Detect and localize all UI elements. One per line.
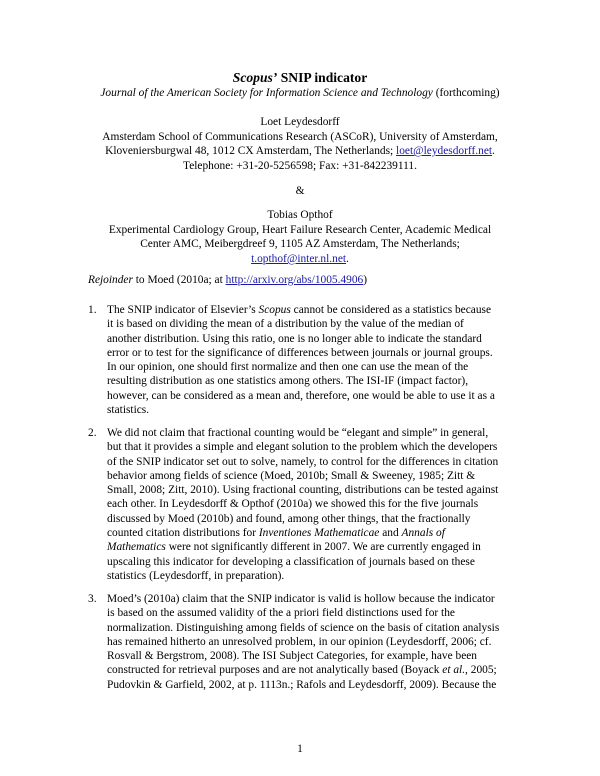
text-line: normalization. Distinguishing among fields of science on the basis of citation analysis: [107, 621, 500, 634]
author-address-line: Center AMC, Meibergdreef 9, 1105 AZ Amsterdam, The Netherlands;: [140, 238, 460, 251]
text-line: upscaling this indicator for developing a classification of journals based on these: [107, 555, 475, 568]
text-line: it is based on dividing the mean of a distribution by the value of the median of: [107, 318, 464, 331]
author-email-line: [0, 252, 600, 267]
author-affiliation-line: Experimental Cardiology Group, Heart Failure Research Center, Academic Medical: [108, 223, 492, 236]
journal-status: (forthcoming): [432, 87, 500, 99]
text-line: Moed’s (2010a) claim that the SNIP indicator is valid is hollow because the indicator: [107, 593, 495, 605]
paper-title: [0, 70, 600, 86]
text-line: statistics (Leydesdorff, in preparation).: [107, 569, 285, 582]
author-block-1: [0, 115, 600, 173]
text-line: is based on the assumed validity of the a priori field distinctions used for the: [107, 607, 455, 620]
author-affiliation-line: Amsterdam School of Communications Research (ASCoR), University of Amsterdam,: [102, 130, 498, 143]
rejoinder-end: ): [363, 274, 368, 286]
rejoinder-text: to Moed (2010a; at: [132, 274, 226, 286]
author-name: Loet Leydesdorff: [260, 116, 340, 128]
text-line: error or to test for the significance of differences between journals or journal groups.: [107, 346, 493, 359]
page-number: 1: [297, 743, 303, 755]
list-item: [88, 303, 512, 417]
text-line: each other. In Leydesdorff & Opthof (2010a) we showed this for the five journals: [107, 498, 479, 511]
author-name: Tobias Opthof: [267, 209, 333, 221]
title-text: SNIP indicator: [277, 70, 368, 85]
title-italic: Scopus’: [232, 70, 278, 85]
text-line: Mathematics were not significantly different in 2007. We are currently engaged in: [107, 541, 481, 554]
address-text: Kloveniersburgwal 48, 1012 CX Amsterdam, The Netherlands;: [105, 145, 397, 158]
text-line: statistics.: [107, 404, 150, 417]
list-item: [88, 426, 512, 583]
author-address-line: [0, 144, 600, 159]
text-line: has remained hitherto an unresolved problem, in our opinion (Leydesdorff, 2006; cf.: [107, 635, 492, 648]
email-link[interactable]: t.opthof@inter.nl.net: [251, 252, 347, 265]
text-line: The SNIP indicator of Elsevier’s Scopus cannot be considered as a statistics because: [107, 304, 492, 316]
email-end: .: [346, 252, 349, 265]
item-number: 2.: [88, 427, 97, 439]
text-line: Rosvall & Bergstrom, 2008). The ISI Subject Categories, for example, have been: [107, 650, 478, 663]
list-item: [88, 592, 512, 692]
item-text: [107, 303, 512, 417]
text-line: resulting distribution as one statistics among others. The ISI-IF (impact factor),: [107, 375, 469, 388]
text-line: constructed for retrieval purposes and are not analytically based (Boyack et al., 2005;: [107, 664, 497, 677]
item-number: 3.: [88, 593, 97, 605]
text-line: another distribution. Using this ratio, one is no longer able to indicate the standard: [107, 332, 482, 345]
item-number: 1.: [88, 304, 97, 316]
text-line: but that it provides a simple and elegant solution to the problem which the developers: [107, 441, 498, 454]
journal-line: [0, 87, 600, 99]
text-line: Small, 2008; Zitt, 2010). Using fractional counting, distributions can be tested against: [107, 484, 499, 497]
text-line: of the SNIP indicator set out to solve, namely, to control for the differences in citation: [107, 455, 499, 468]
item-text: [107, 426, 512, 583]
journal-name: Journal of the American Society for Information Science and Technology: [100, 87, 433, 99]
address-end: .: [492, 145, 495, 158]
text-line: however, can be considered as a mean and, therefore, one would be able to use it as a: [107, 389, 495, 402]
text-line: counted citation distributions for Inventiones Mathematicae and Annals of: [107, 527, 445, 540]
author-phone-line: Telephone: +31-20-5256598; Fax: +31-842239111.: [183, 159, 417, 172]
text-line: We did not claim that fractional counting would be “elegant and simple” in general,: [107, 427, 489, 439]
text-line: behavior among fields of science (Moed, 2010b; Small & Sweeney, 1985; Zitt &: [107, 469, 476, 482]
author-block-2: [0, 208, 600, 266]
arxiv-link[interactable]: http://arxiv.org/abs/1005.4906: [225, 274, 364, 286]
item-text: [107, 592, 512, 692]
rejoinder-label: Rejoinder: [88, 274, 133, 286]
text-line: discussed by Moed (2010b) and found, among other things, that the fractionally: [107, 512, 471, 525]
rejoinder-line: [88, 274, 367, 286]
email-link[interactable]: loet@leydesdorff.net: [396, 145, 493, 158]
text-line: In our opinion, one should first normalize and then one can use the mean of the: [107, 361, 469, 374]
ampersand: &: [295, 185, 305, 197]
text-line: Pudovkin & Garfield, 2002, at p. 1113n.; Rafols and Leydesdorff, 2009). Because the: [107, 678, 497, 691]
